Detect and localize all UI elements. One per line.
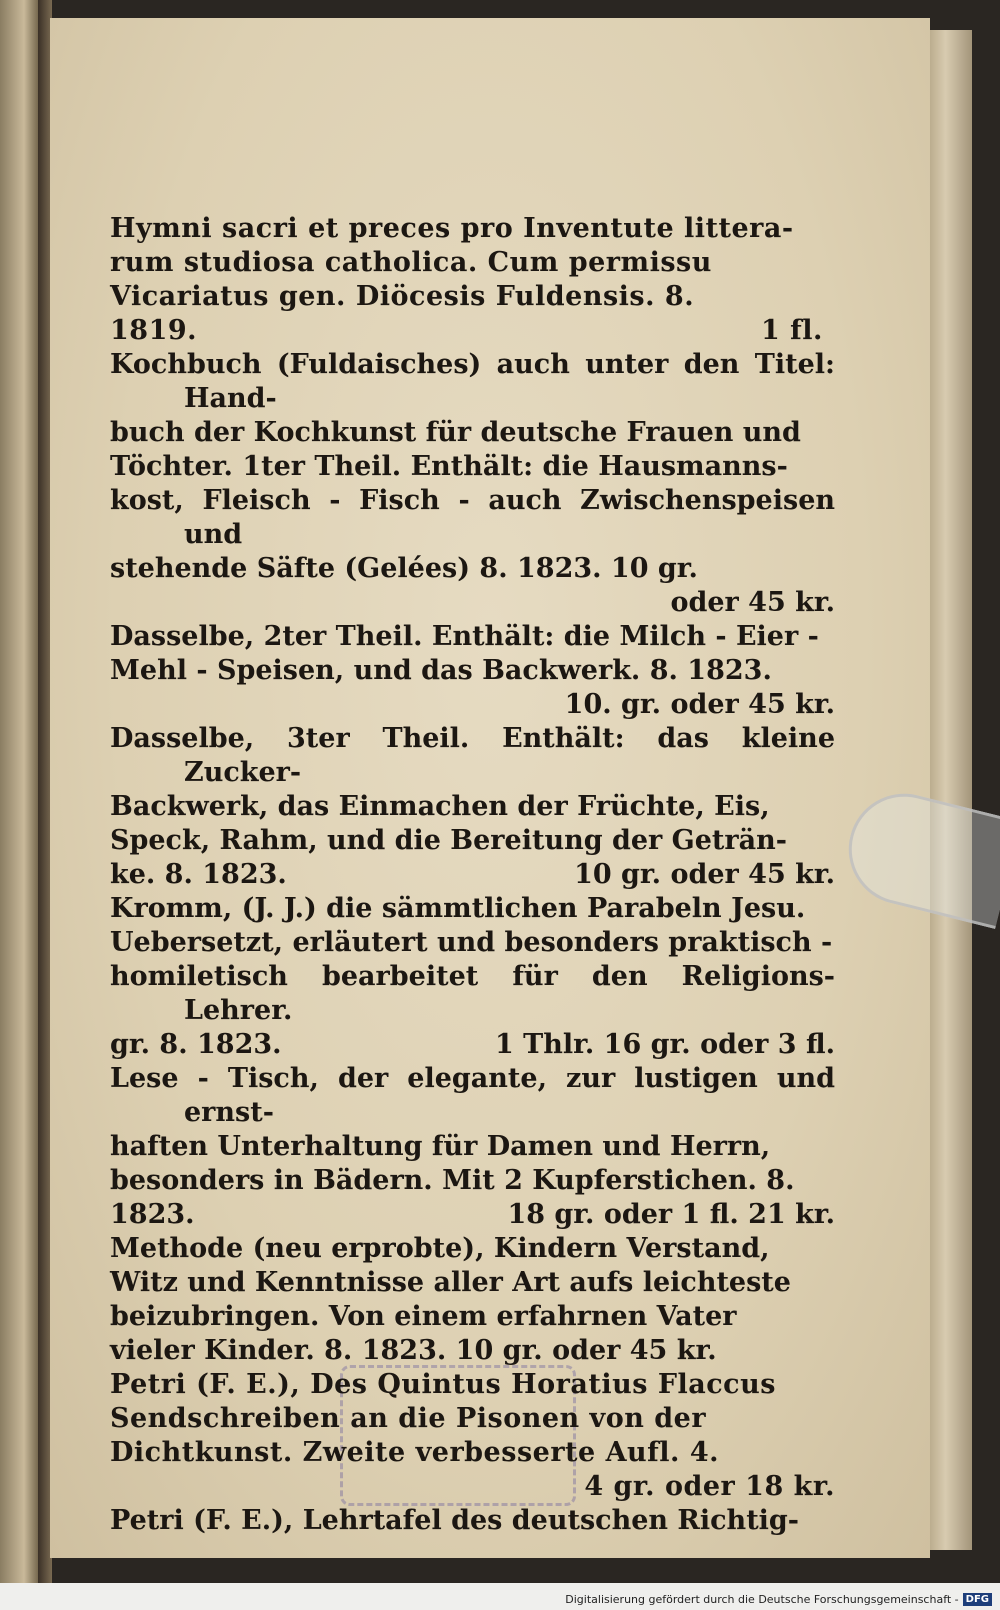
- entry-line: besonders in Bädern. Mit 2 Kupferstichen. 8.: [110, 1165, 795, 1196]
- entry-line: Lese - Tisch, der elegante, zur lustigen und ernst-: [110, 1063, 835, 1128]
- entry-line: Mehl - Speisen, und das Backwerk. 8. 1823.: [110, 655, 772, 686]
- price-line: 1819. 1 fl.: [110, 315, 823, 346]
- price-line: oder 45 kr.: [670, 587, 835, 618]
- entry-line: Töchter. 1ter Theil. Enthält: die Hausmanns-: [110, 451, 788, 482]
- catalog-entry: [110, 1504, 835, 1538]
- price-line-right: 10 gr. oder 45 kr.: [574, 859, 835, 890]
- entry-line: homiletisch bearbeitet für den Religions-Lehrer.: [110, 961, 835, 1026]
- price-line-left: 1823.: [110, 1199, 195, 1230]
- price-line-right: 1 Thlr. 16 gr. oder 3 fl.: [494, 1029, 835, 1060]
- entry-line: Hymni sacri et preces pro Inventute littera-: [110, 213, 794, 244]
- price-line: [110, 858, 835, 892]
- price-line-right: 18 gr. oder 1 fl. 21 kr.: [507, 1199, 835, 1230]
- catalog-text: [110, 212, 835, 1538]
- entry-line: Uebersetzt, erläutert und besonders praktisch -: [110, 927, 833, 958]
- entry-line: Petri (F. E.), Lehrtafel des deutschen Richtig-: [110, 1505, 800, 1536]
- footer-text: Digitalisierung gefördert durch die Deutsche Forschungsgemeinschaft -: [565, 1593, 959, 1606]
- price-line-left: ke. 8. 1823.: [110, 859, 287, 890]
- facing-page-edge: [0, 0, 40, 1583]
- entry-line: Sendschreiben an die Pisonen von der: [110, 1403, 707, 1434]
- entry-line: Speck, Rahm, und die Bereitung der Geträn-: [110, 825, 787, 856]
- price-line: [110, 1028, 835, 1062]
- price-line: 4 gr. oder 18 kr.: [584, 1471, 835, 1502]
- entry-line: vieler Kinder. 8. 1823. 10 gr. oder 45 kr.: [110, 1335, 717, 1366]
- page-stack-edge: [928, 30, 972, 1550]
- entry-line: Dasselbe, 2ter Theil. Enthält: die Milch - Eier -: [110, 621, 819, 652]
- catalog-entry: [110, 212, 835, 348]
- catalog-entry: [110, 1062, 835, 1232]
- price-line-left: gr. 8. 1823.: [110, 1029, 282, 1060]
- entry-line: buch der Kochkunst für deutsche Frauen und: [110, 417, 801, 448]
- catalog-entry: [110, 892, 835, 1062]
- catalog-entry: [110, 1368, 835, 1504]
- entry-line: Backwerk, das Einmachen der Früchte, Eis,: [110, 791, 770, 822]
- dfg-logo: DFG: [963, 1593, 992, 1606]
- price-line: 10. gr. oder 45 kr.: [564, 689, 835, 720]
- catalog-entry: [110, 722, 835, 892]
- entry-line: kost, Fleisch - Fisch - auch Zwischenspeisen und: [110, 485, 835, 550]
- price-line-left: 1819.: [110, 315, 198, 346]
- entry-line: stehende Säfte (Gelées) 8. 1823. 10 gr.: [110, 553, 698, 584]
- entry-line: Vicariatus gen. Diöcesis Fuldensis. 8.: [110, 281, 695, 312]
- entry-line: beizubringen. Von einem erfahrnen Vater: [110, 1301, 737, 1332]
- entry-line: rum studiosa catholica. Cum permissu: [110, 247, 712, 278]
- entry-line: haften Unterhaltung für Damen und Herrn,: [110, 1131, 771, 1162]
- catalog-entry: [110, 348, 835, 620]
- footer-credit: [565, 1593, 992, 1606]
- entry-line: Dasselbe, 3ter Theil. Enthält: das kleine Zucker-: [110, 723, 835, 788]
- price-line: [110, 1198, 835, 1232]
- entry-line: Dichtkunst. Zweite verbesserte Aufl. 4.: [110, 1437, 720, 1468]
- entry-line: Witz und Kenntnisse aller Art aufs leichteste: [110, 1267, 791, 1298]
- catalog-entry: [110, 620, 835, 722]
- catalog-entry: [110, 1232, 835, 1368]
- entry-line: Kochbuch (Fuldaisches) auch unter den Titel: Hand-: [110, 349, 835, 414]
- entry-line: Petri (F. E.), Des Quintus Horatius Flaccus: [110, 1369, 776, 1400]
- entry-line: Methode (neu erprobte), Kindern Verstand,: [110, 1233, 770, 1264]
- entry-line: Kromm, (J. J.) die sämmtlichen Parabeln Jesu.: [110, 893, 806, 924]
